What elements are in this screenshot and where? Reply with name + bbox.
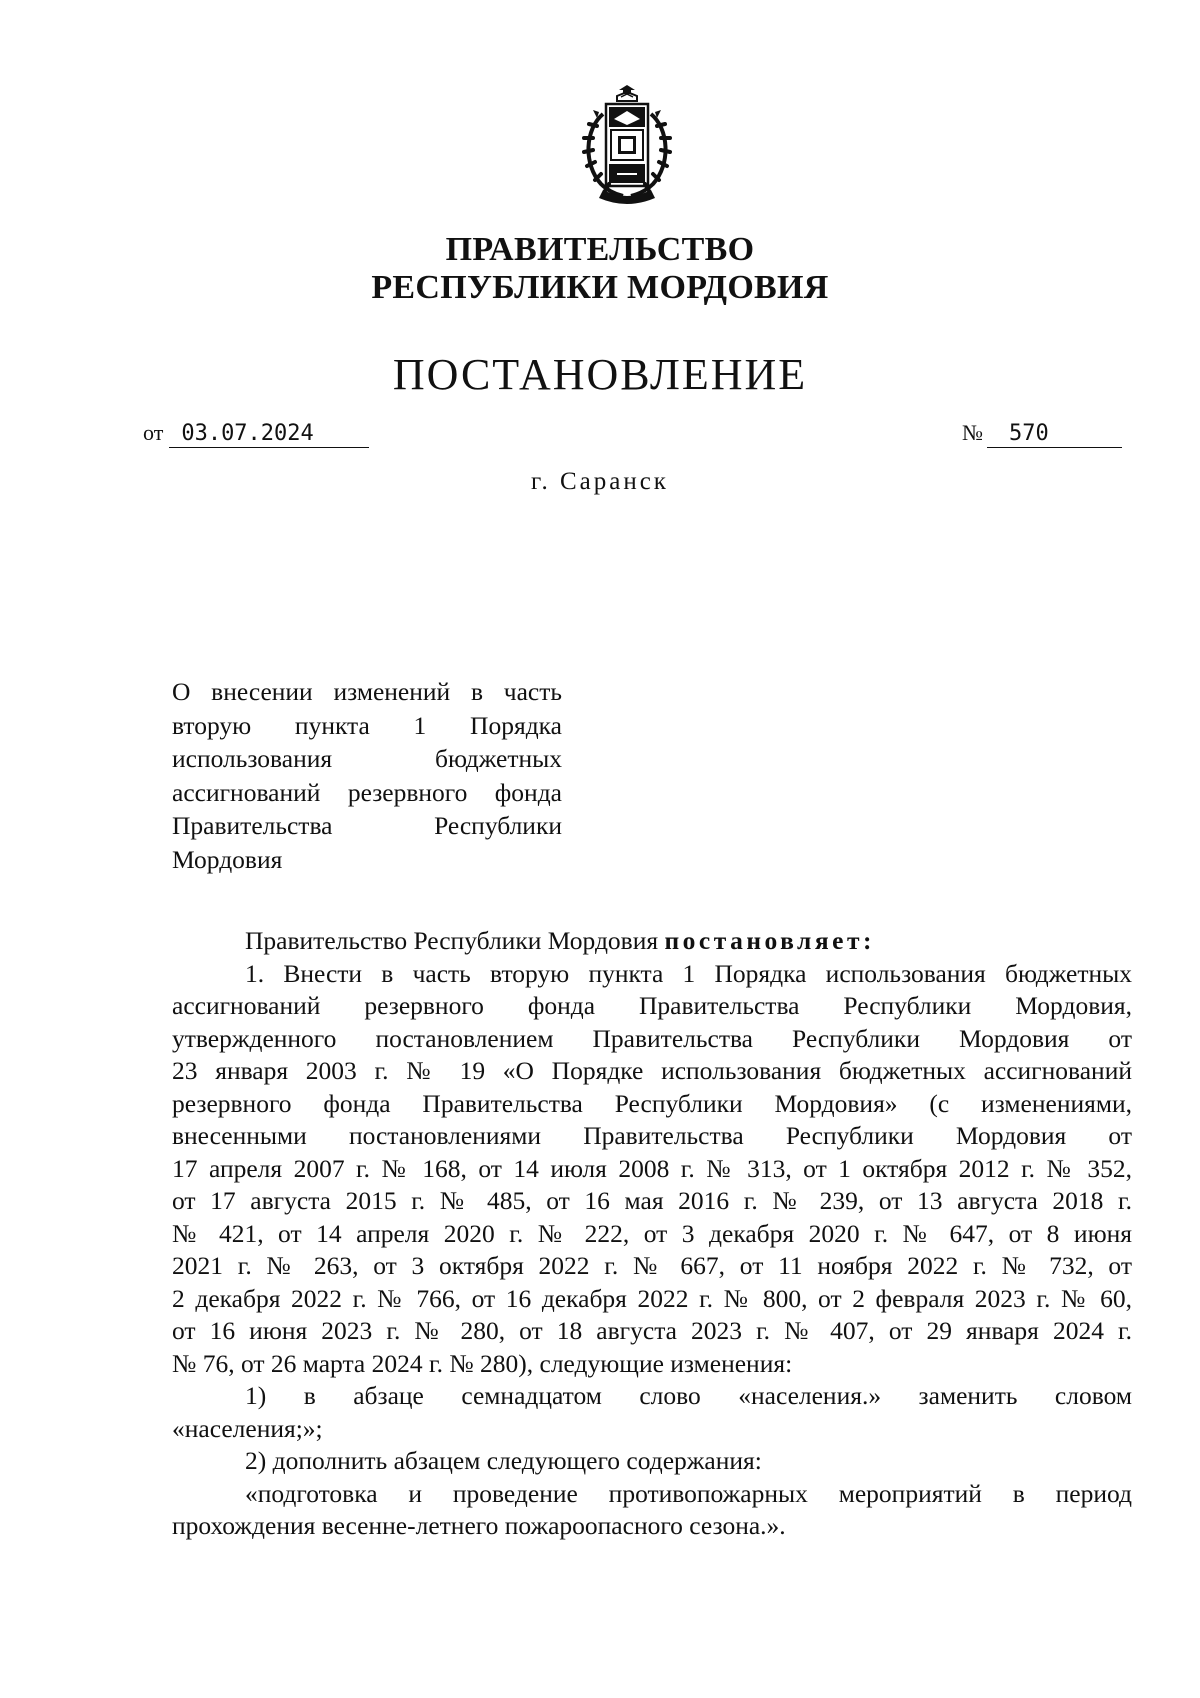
subject-line: Мордовия — [172, 844, 283, 874]
preamble-verb: постановляет: — [664, 926, 875, 955]
org-title-line1: ПРАВИТЕЛЬСТВО — [445, 231, 755, 268]
date-field — [143, 418, 369, 448]
item1-line: утвержденного постановлением Правительства Республики Мордовия от — [172, 1023, 1132, 1053]
item1-line: 2 декабря 2022 г. № 766, от 16 декабря 2022 г. № 800, от 2 февраля 2023 г. № 60, — [172, 1283, 1132, 1313]
sub-item1-line: «населения;»; — [172, 1413, 323, 1443]
org-title-line2: РЕСПУБЛИКИ МОРДОВИЯ — [371, 269, 829, 306]
item1-line: внесенными постановлениями Правительства Республики Мордовия от — [172, 1121, 1132, 1150]
preamble — [172, 925, 1132, 958]
sub-item1-line: 1) в абзаце семнадцатом слово «населения.» заменить словом — [245, 1381, 1132, 1410]
sub-item2: 2) дополнить абзацем следующего содержания: — [245, 1446, 762, 1475]
item1-line: от 16 июня 2023 г. № 280, от 18 августа 2023 г. № 407, от 29 января 2024 г. — [172, 1316, 1132, 1345]
item1-line: ассигнований резервного фонда Правительства Республики Мордовия, — [172, 991, 1132, 1020]
quote-line: прохождения весенне-летнего пожароопасного сезона.». — [172, 1511, 786, 1540]
number-prefix: № — [962, 420, 983, 445]
city-label: г. Саранск — [531, 468, 669, 495]
number-field — [962, 418, 1122, 448]
item1-line: резервного фонда Правительства Республики Мордовия» (с изменениями, — [172, 1088, 1132, 1118]
coat-of-arms-icon — [573, 84, 681, 206]
item1-line: № 421, от 14 апреля 2020 г. № 222, от 3 декабря 2020 г. № 647, от 8 июня — [172, 1218, 1132, 1248]
item1-line: 23 января 2003 г. № 19 «О Порядке использования бюджетных ассигнований — [172, 1056, 1132, 1085]
number-value: 570 — [987, 421, 1122, 448]
document-body — [172, 925, 1132, 1543]
subject-line: Правительства Республики — [172, 811, 562, 840]
subject-line: О внесении изменений в часть — [172, 677, 562, 706]
date-value: 03.07.2024 — [169, 421, 369, 448]
date-prefix: от — [143, 420, 164, 445]
item1-line: 1. Внести в часть вторую пункта 1 Порядка использования бюджетных — [245, 958, 1132, 988]
item1-line: 2021 г. № 263, от 3 октября 2022 г. № 667, от 11 ноября 2022 г. № 732, от — [172, 1251, 1132, 1280]
item1-line: № 76, от 26 марта 2024 г. № 280), следующие изменения: — [172, 1348, 793, 1378]
document-type-title: ПОСТАНОВЛЕНИЕ — [392, 350, 808, 399]
document-subject — [172, 675, 562, 876]
subject-line: ассигнований резервного фонда — [172, 777, 562, 807]
subject-line: использования бюджетных — [172, 744, 562, 773]
quote-line: «подготовка и проведение противопожарных мероприятий в период — [245, 1478, 1132, 1508]
preamble-text: Правительство Республики Мордовия — [245, 926, 659, 955]
item1-line: 17 апреля 2007 г. № 168, от 14 июля 2008 г. № 313, от 1 октября 2012 г. № 352, — [172, 1153, 1132, 1183]
subject-line: вторую пункта 1 Порядка — [172, 710, 562, 740]
item1-line: от 17 августа 2015 г. № 485, от 16 мая 2016 г. № 239, от 13 августа 2018 г. — [172, 1186, 1132, 1215]
